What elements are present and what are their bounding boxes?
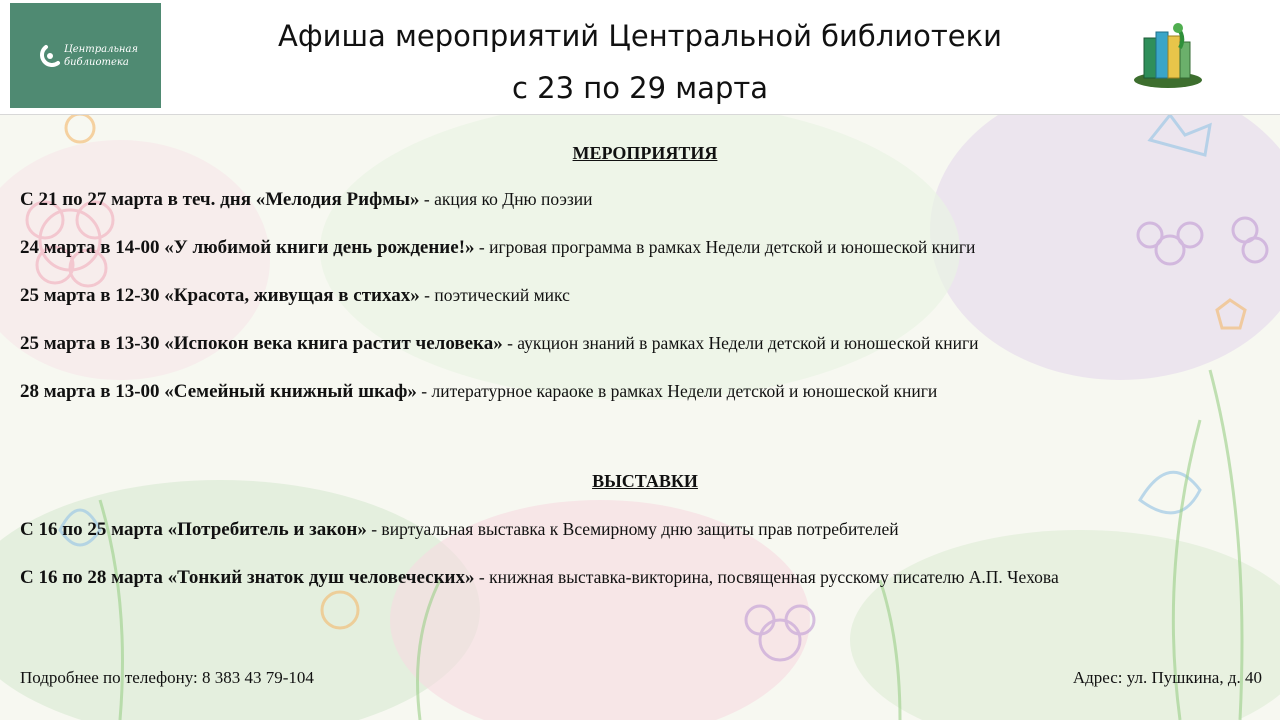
event-title: 28 марта в 13-00 «Семейный книжный шкаф» <box>20 381 417 402</box>
exhibition-item <box>20 519 899 541</box>
logo-text <box>64 43 138 69</box>
event-item <box>20 237 975 259</box>
exhibition-title: С 16 по 28 марта «Тонкий знаток душ человеческих» <box>20 567 475 588</box>
logo-line-2: библиотека <box>64 57 129 68</box>
exhibition-desc: - виртуальная выставка к Всемирному дню защиты прав потребителей <box>366 519 899 539</box>
exhibition-desc: - книжная выставка-викторина, посвященная русскому писателю А.П. Чехова <box>474 567 1059 587</box>
event-title: 25 марта в 12-30 «Красота, живущая в стихах» <box>20 285 420 306</box>
event-item <box>20 189 593 211</box>
exhibition-item <box>20 567 1059 589</box>
events-section-title: МЕРОПРИЯТИЯ <box>572 143 718 163</box>
exhibition-title: С 16 по 25 марта «Потребитель и закон» <box>20 519 367 540</box>
event-item <box>20 285 570 307</box>
exhibitions-section-title: ВЫСТАВКИ <box>592 471 698 491</box>
event-desc: - поэтический микс <box>419 285 570 305</box>
footer-phone: Подробнее по телефону: 8 383 43 79-104 <box>20 668 314 687</box>
footer-address: Адрес: ул. Пушкина, д. 40 <box>1072 668 1262 687</box>
event-desc: - аукцион знаний в рамках Недели детской и юношеской книги <box>502 333 979 353</box>
books-icon <box>1128 18 1208 94</box>
event-desc: - игровая программа в рамках Недели детской и юношеской книги <box>474 237 976 257</box>
event-item <box>20 381 937 403</box>
title-line-1: Афиша мероприятий Центральной библиотеки <box>278 19 1002 53</box>
event-title: 25 марта в 13-30 «Испокон века книга растит человека» <box>20 333 503 354</box>
event-desc: - акция ко Дню поэзии <box>419 189 593 209</box>
page-title <box>230 10 1050 114</box>
logo-line-1: Центральная <box>64 44 139 55</box>
event-item <box>20 333 979 355</box>
library-logo-icon <box>30 43 64 69</box>
event-title: 24 марта в 14-00 «У любимой книги день рождение!» <box>20 237 475 258</box>
title-line-2: с 23 по 29 марта <box>511 71 769 105</box>
header-bar <box>0 0 1280 115</box>
event-desc: - литературное караоке в рамках Недели детской и юношеской книги <box>416 381 938 401</box>
event-title: С 21 по 27 марта в теч. дня «Мелодия Рифмы» <box>20 189 420 210</box>
content-area <box>0 114 1280 720</box>
library-logo[interactable] <box>10 3 161 108</box>
